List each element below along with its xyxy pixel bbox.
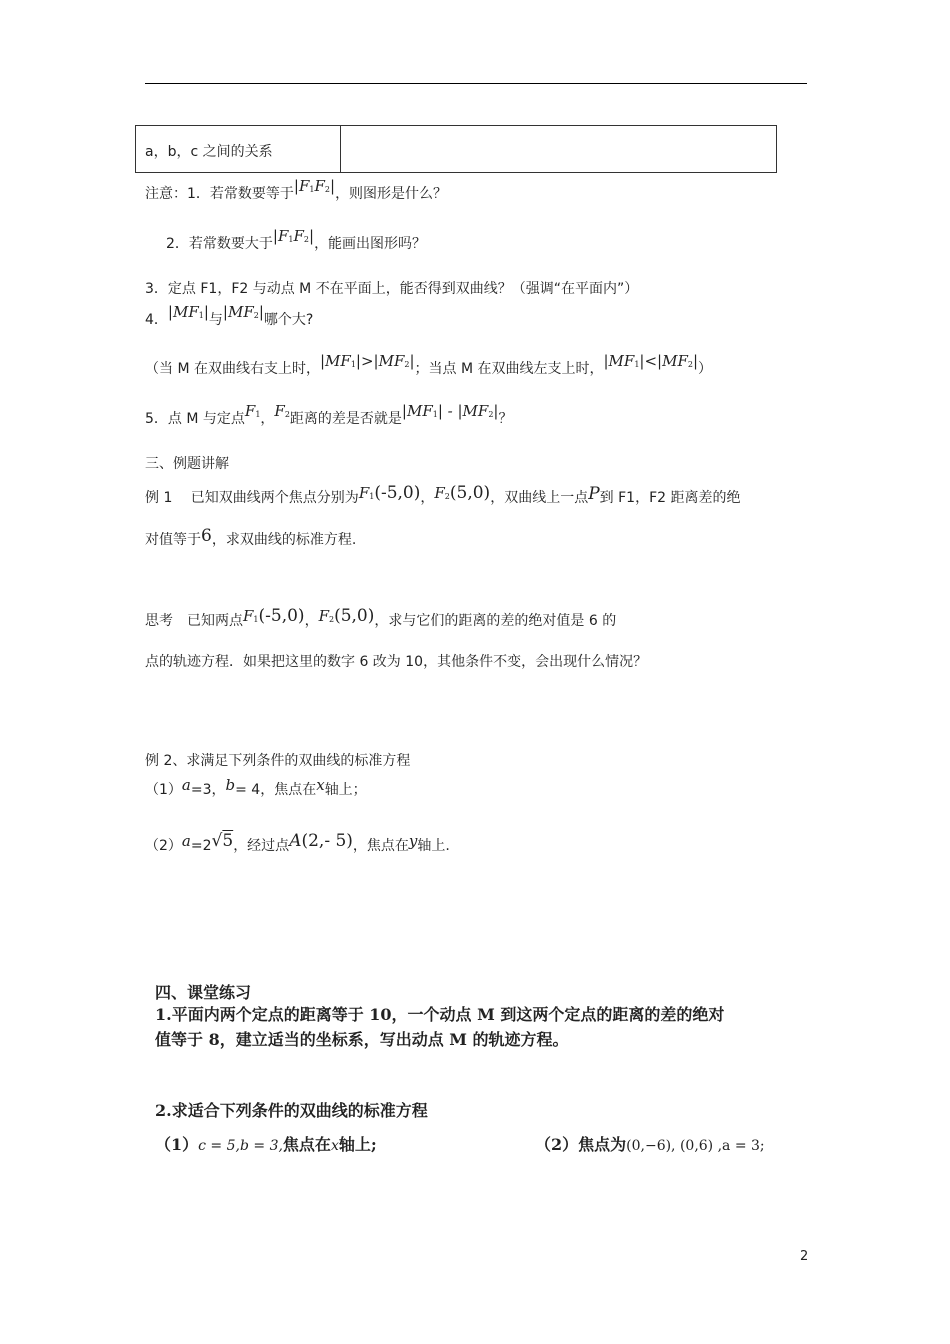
formula-f1f2: $|F_1F_2|$ — [272, 227, 315, 245]
note-4: 4．$|MF_1|$与$|MF_2|$哪个大? — [145, 303, 314, 328]
formula-f1: $F_1$ — [244, 402, 261, 420]
formula-f1f2: $|F_1F_2|$ — [293, 177, 336, 195]
formula-p: P — [588, 484, 600, 504]
formula-f2-point: $F_2(5,0)$ — [434, 483, 491, 503]
relation-table — [135, 125, 777, 173]
header-rule — [145, 83, 807, 84]
section-4-title: 四、课堂练习 — [155, 983, 252, 1002]
practice-2-title: 2.求适合下列条件的双曲线的标准方程 — [155, 1101, 428, 1120]
note-4b: （当 M 在双曲线右支上时，$|MF_1|>|MF_2|$；当点 M 在双曲线左支上时，$|MF_1|<|MF_2|$） — [145, 352, 713, 377]
think-line-2: 点的轨迹方程．如果把这里的数字 6 改为 10，其他条件不变，会出现什么情况？ — [145, 654, 648, 670]
note-2: 2．若常数要大于$|F_1F_2|$，能画出图形吗？ — [166, 227, 427, 252]
formula-y: y — [408, 832, 418, 850]
example-2-condition-1: （1）a=3，b= 4，焦点在x轴上； — [145, 776, 367, 798]
example-1-line-1: 例 1 已知双曲线两个焦点分别为$F_1(-5,0)$，$F_2(5,0)$，双曲线上一点P到 F1，F2 距离差的绝 — [145, 483, 741, 506]
formula-mf1-gt-mf2: $|MF_1|>|MF_2|$ — [319, 352, 415, 370]
formula-b: b — [225, 776, 236, 794]
practice-2-condition-2: （2）焦点为(0,−6), (0,6) ,a = 3; — [535, 1135, 765, 1154]
example-2-condition-2: （2）a=2√5，经过点A(2,- 5)，焦点在y轴上. — [145, 831, 450, 854]
practice-2-condition-1: （1）c = 5,b = 3,焦点在x轴上; — [155, 1135, 377, 1154]
section-3-title: 三、例题讲解 — [145, 456, 229, 472]
formula-a: a — [181, 776, 191, 794]
note-1: 注意：1．若常数要等于$|F_1F_2|$，则图形是什么？ — [145, 177, 448, 202]
formula-f2-point: $F_2(5,0)$ — [318, 606, 375, 626]
table-label: a，b，c 之间的关系 — [145, 144, 273, 160]
formula-mf2: $|MF_2|$ — [222, 303, 264, 321]
formula-f1-point: $F_1(-5,0)$ — [358, 483, 421, 503]
example-1-line-2: 对值等于6，求双曲线的标准方程. — [145, 526, 357, 548]
page-number: 2 — [800, 1249, 809, 1264]
formula-six: 6 — [201, 526, 212, 546]
note-5: 5．点 M 与定点$F_1$，$F_2$距离的差是否就是$|MF_1| - |MF_2|$？ — [145, 402, 513, 427]
formula-x: x — [316, 776, 325, 794]
note-3: 3．定点 F1，F2 与动点 M 不在平面上，能否得到双曲线？（强调“在平面内”） — [145, 281, 639, 297]
formula-mf1: $|MF_1|$ — [167, 303, 209, 321]
formula-a: a — [181, 832, 191, 850]
formula-f1-point: $F_1(-5,0)$ — [243, 606, 305, 626]
formula-mf1-minus-mf2: $|MF_1| - |MF_2|$ — [401, 402, 499, 420]
table-label-cell — [136, 126, 341, 172]
example-2-title: 例 2、求满足下列条件的双曲线的标准方程 — [145, 753, 411, 769]
formula-sqrt5: √5 — [211, 831, 234, 851]
practice-1-line-1: 1.平面内两个定点的距离等于 10，一个动点 M 到这两个定点的距离的差的绝对 — [155, 1005, 725, 1024]
formula-f2: $F_2$ — [274, 402, 290, 420]
formula-point-a: A(2,- 5) — [289, 831, 353, 851]
practice-1-line-2: 值等于 8，建立适当的坐标系，写出动点 M 的轨迹方程。 — [155, 1030, 569, 1049]
formula-mf1-lt-mf2: $|MF_1|<|MF_2|$ — [603, 352, 699, 370]
think-line-1: 思考 已知两点$F_1(-5,0)$，$F_2(5,0)$，求与它们的距离的差的绝对值是 6 的 — [145, 606, 617, 629]
